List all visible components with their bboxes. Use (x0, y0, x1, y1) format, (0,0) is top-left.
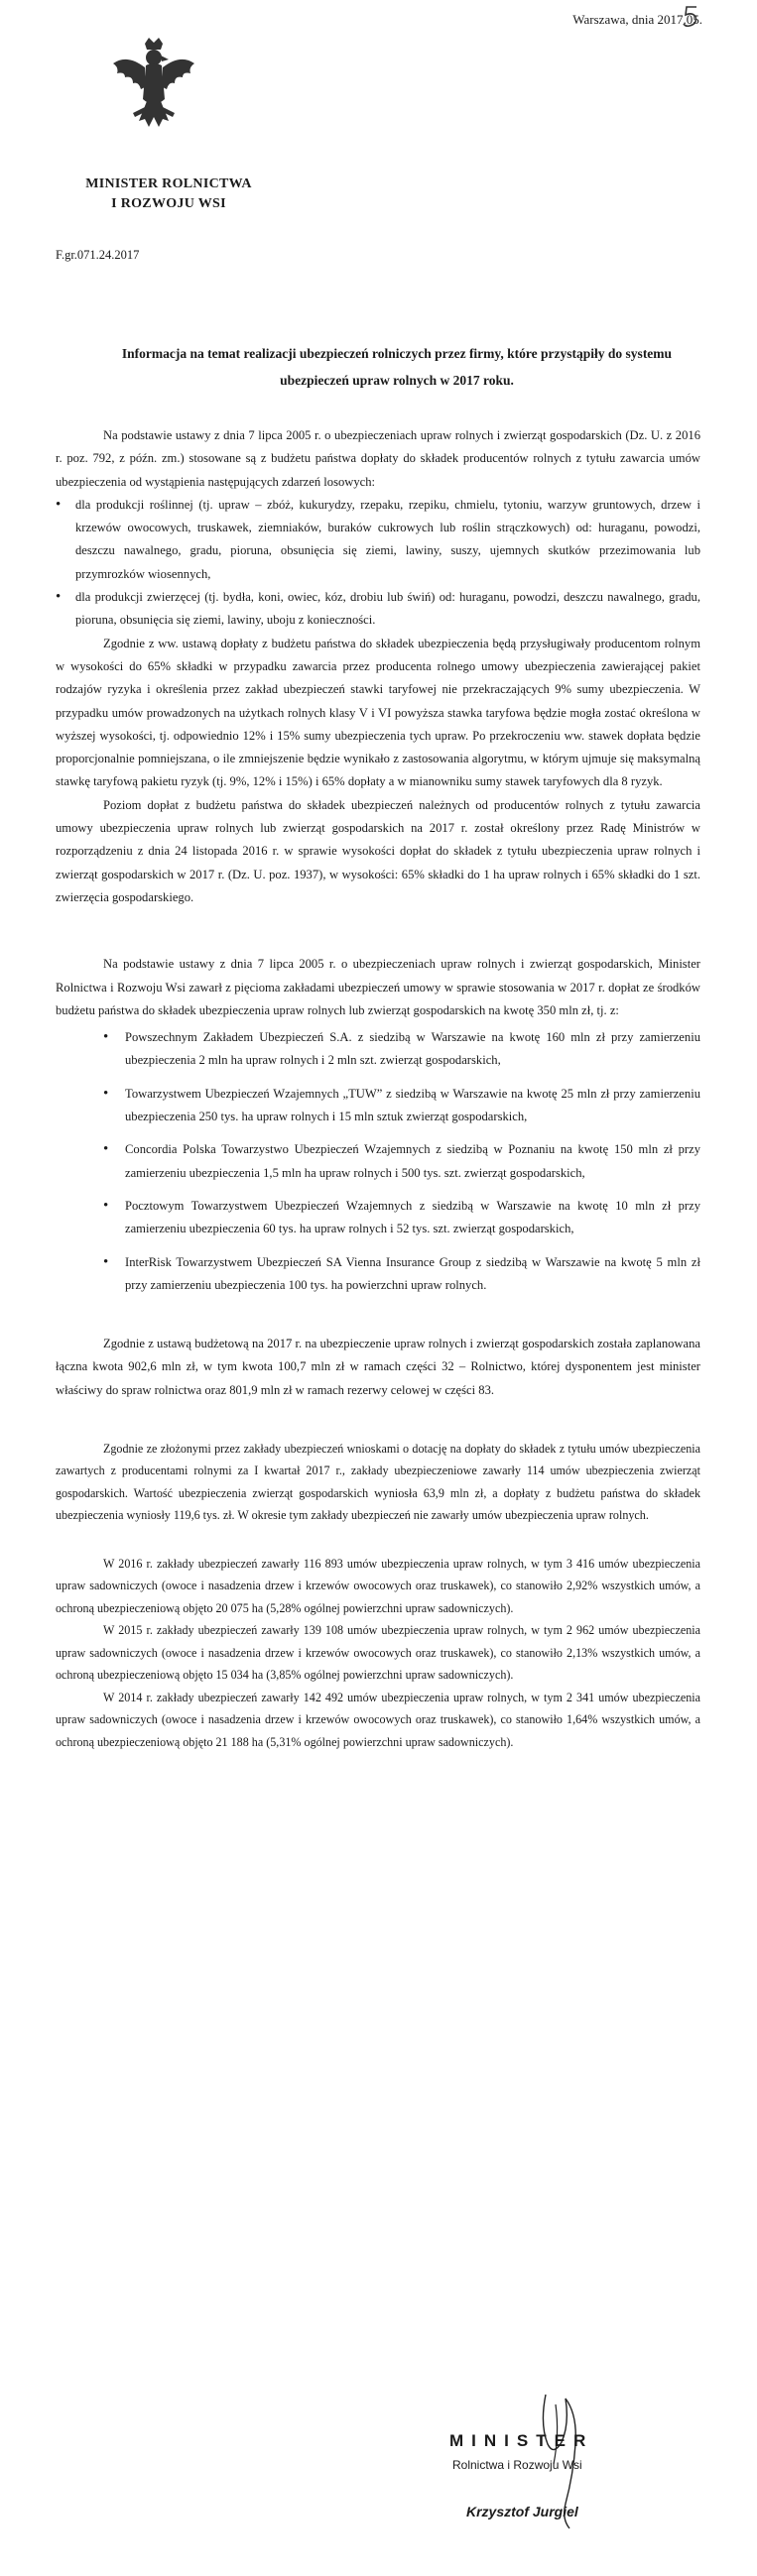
document-date: Warszawa, dnia 2017.05. (572, 12, 702, 27)
ministry-header (60, 175, 278, 214)
list-item: • dla produkcji roślinnej (tj. upraw – zbóż, kukurydzy, rzepaku, rzepiku, chmielu, tytoniu, warzyw gruntowych, drzew i krzewów owocowych, truskawek, ziemniaków, buraków cukrowych lub roślin strączkowych) od: huraganu, powodzi, deszczu nawalnego, gradu, pioruna, obsunięcia się ziemi, lawiny, suszy, ujemnych skutków przezimowania lub przymrozków wiosennych, (56, 494, 700, 586)
signature-subtitle: Rolnictwa i Rozwoju Wsi (452, 2458, 582, 2472)
paragraph-2016: W 2016 r. zakłady ubezpieczeń zawarły 116 893 umów ubezpieczenia upraw rolnych, w tym 3 416 umów ubezpieczenia upraw sadowniczych (owoce i nasadzenia drzew i krzewów owocowych oraz truskawek), co stanowiło 2,92% wszystkich umów, a ochroną ubezpieczeniową objęto 20 075 ha (5,28% ogólnej powierzchni upraw sadowniczych). (56, 1556, 700, 1615)
insurer-list (56, 1026, 700, 1297)
ministry-name-line2: I ROZWOJU WSI (111, 196, 226, 211)
list-item: • InterRisk Towarzystwem Ubezpieczeń SA Vienna Insurance Group z siedzibą w Warszawie na kwotę 5 mln zł przy zamierzeniu ubezpieczenia 100 tys. ha powierzchni upraw rolnych. (56, 1251, 700, 1298)
ministry-name-line1: MINISTER ROLNICTWA (85, 176, 252, 191)
paragraph-budget: Zgodnie z ustawą budżetową na 2017 r. na ubezpieczenie upraw rolnych i zwierząt gospodarskich została zaplanowana łączna kwota 902,6 mln zł, w tym kwota 100,7 mln zł w ramach części 32 – Rolnictwo, której dysponentem jest minister właściwy do spraw rolnictwa oraz 801,9 mln zł w ramach rezerwy celowej w części 83. (56, 1337, 700, 1397)
list-item: • Pocztowym Towarzystwem Ubezpieczeń Wzajemnych z siedzibą w Warszawie na kwotę 10 mln zł przy zamierzeniu ubezpieczenia 60 tys. ha upraw rolnych i 52 tys. szt. zwierząt gospodarskich, (56, 1195, 700, 1241)
paragraph-subsidy-level: Poziom dopłat z budżetu państwa do składek ubezpieczeń należnych od producentów rolnych z tytułu zawarcia umowy ubezpieczenia upraw rolnych lub zwierząt gospodarskich na 2017 r. został określony przez Radę Ministrów w rozporządzeniu z dnia 24 listopada 2016 r. w sprawie wysokości dopłat do składek z tytułu ubezpieczenia upraw rolnych i zwierząt gospodarskich w 2017 r. (Dz. U. poz. 1937), w wysokości: 65% składki do 1 ha upraw rolnych i 65% składki do 1 szt. zwierzęcia gospodarskiego. (56, 797, 700, 904)
document-title (89, 340, 704, 394)
title-line1: Informacja na temat realizacji ubezpieczeń rolniczych przez firmy, które przystąpiły do systemu (121, 346, 673, 361)
reference-number: F.gr.071.24.2017 (56, 248, 140, 262)
list-item: • Towarzystwem Ubezpieczeń Wzajemnych „TUW” z siedzibą w Warszawie na kwotę 25 mln zł przy zamierzeniu ubezpieczenia 250 tys. ha upraw rolnych i 15 mln sztuk zwierząt gospodarskich, (56, 1083, 700, 1129)
paragraph-insurer-agreements: Na podstawie ustawy z dnia 7 lipca 2005 r. o ubezpieczeniach upraw rolnych i zwierząt gospodarskich, Minister Rolnictwa i Rozwoju Wsi zawarł z pięcioma zakładami ubezpieczeń umowy w sprawie stosowania w 2017 r. dopłat ze środków budżetu państwa do składek ubezpieczenia upraw rolnych lub zwierząt gospodarskich na kwotę 350 mln zł, tj. z: (56, 957, 700, 1017)
handwritten-day-mark (681, 4, 702, 30)
list-item: • Concordia Polska Towarzystwo Ubezpieczeń Wzajemnych z siedzibą w Poznaniu na kwotę 150 mln zł przy zamierzeniu ubezpieczenia 1,5 mln ha upraw rolnych i 500 tys. szt. zwierząt gospodarskich, (56, 1138, 700, 1185)
list-item: • dla produkcji zwierzęcej (tj. bydła, koni, owiec, kóz, drobiu lub świń) od: huraganu, powodzi, deszczu nawalnego, gradu, pioruna, obsunięcia się ziemi, lawiny, uboju z konieczności. (56, 586, 700, 633)
polish-eagle-emblem-icon (109, 38, 198, 147)
signature-title: MINISTER (449, 2431, 594, 2450)
paragraph-2015: W 2015 r. zakłady ubezpieczeń zawarły 139 108 umów ubezpieczenia upraw rolnych, w tym 2 962 umów ubezpieczenia upraw sadowniczych (owoce i nasadzenia drzew i krzewów owocowych oraz truskawek), co stanowiło 2,13% wszystkich umów, a ochroną ubezpieczeniową objęto 15 034 ha (3,85% ogólnej powierzchni upraw sadowniczych). (56, 1623, 700, 1683)
paragraph-q1-2017: Zgodnie ze złożonymi przez zakłady ubezpieczeń wnioskami o dotację na dopłaty do składek z tytułu umów ubezpieczenia zawartych z producentami rolnymi za I kwartał 2017 r., zakłady ubezpieczeniowe zawarły 114 umów ubezpieczenia zwierząt gospodarskich. Wartość ubezpieczenia zwierząt gospodarskich wyniosła 63,9 mln zł, a dopłaty z budżetu państwa do składek ubezpieczenia wyniosły 119,6 tys. zł. W okresie tym zakłady ubezpieczeń nie zawarły umów ubezpieczenia upraw rolnych. (56, 1441, 700, 1523)
signature-name: Krzysztof Jurgiel (466, 2504, 578, 2519)
document-body (56, 424, 700, 1753)
paragraph-2014: W 2014 r. zakłady ubezpieczeń zawarły 142 492 umów ubezpieczenia upraw rolnych, w tym 2 341 umów ubezpieczenia upraw sadowniczych (owoce i nasadzenia drzew i krzewów owocowych oraz truskawek), co stanowiło 1,64% wszystkich umów, a ochroną ubezpieczeniową objęto 21 188 ha (5,31% ogólnej powierzchni upraw sadowniczych). (56, 1690, 700, 1749)
list-item: • Powszechnym Zakładem Ubezpieczeń S.A. z siedzibą w Warszawie na kwotę 160 mln zł przy zamierzeniu ubezpieczenia 2 mln ha upraw rolnych i 2 mln szt. zwierząt gospodarskich, (56, 1026, 700, 1073)
paragraph-subsidy-rules: Zgodnie z ww. ustawą dopłaty z budżetu państwa do składek ubezpieczenia będą przysługiwały producentom rolnym w wysokości do 65% składki w przypadku zawarcia przez producenta rolnego umowy ubezpieczenia zawierającej pakiet rodzajów ryzyka i określenia przez zakład ubezpieczeń stawki taryfowej nie przekraczających 9% sumy ubezpieczenia. W przypadku umów prowadzonych na użytkach rolnych klasy V i VI powyższa stawka taryfowa będzie mogła zostać określona w wyższej wysokości, tj. odpowiednio 12% i 15% sumy ubezpieczenia tych upraw. Po przekroczeniu ww. stawek dopłata będzie proporcjonalnie pomniejszana, o ile zmniejszenie będzie wynikało z zastosowania algorytmu, w którym ujmuje się maksymalną stawkę taryfową pakietu ryzyk (tj. 9%, 12% i 15%) i 65% dopłaty a w mianowniku sumy stawek taryfowych dla 8 ryzyk. (56, 636, 700, 789)
paragraph-legal-basis: Na podstawie ustawy z dnia 7 lipca 2005 r. o ubezpieczeniach upraw rolnych i zwierząt gospodarskich (Dz. U. z 2016 r. poz. 792, z późn. zm.) stosowane są z budżetu państwa dopłaty do składek producentów rolnych z tytułu zawarcia umów ubezpieczenia od wystąpienia następujących zdarzeń losowych: (56, 428, 700, 489)
title-line2: ubezpieczeń upraw rolnych w 2017 roku. (280, 373, 514, 388)
risk-list (56, 494, 700, 633)
